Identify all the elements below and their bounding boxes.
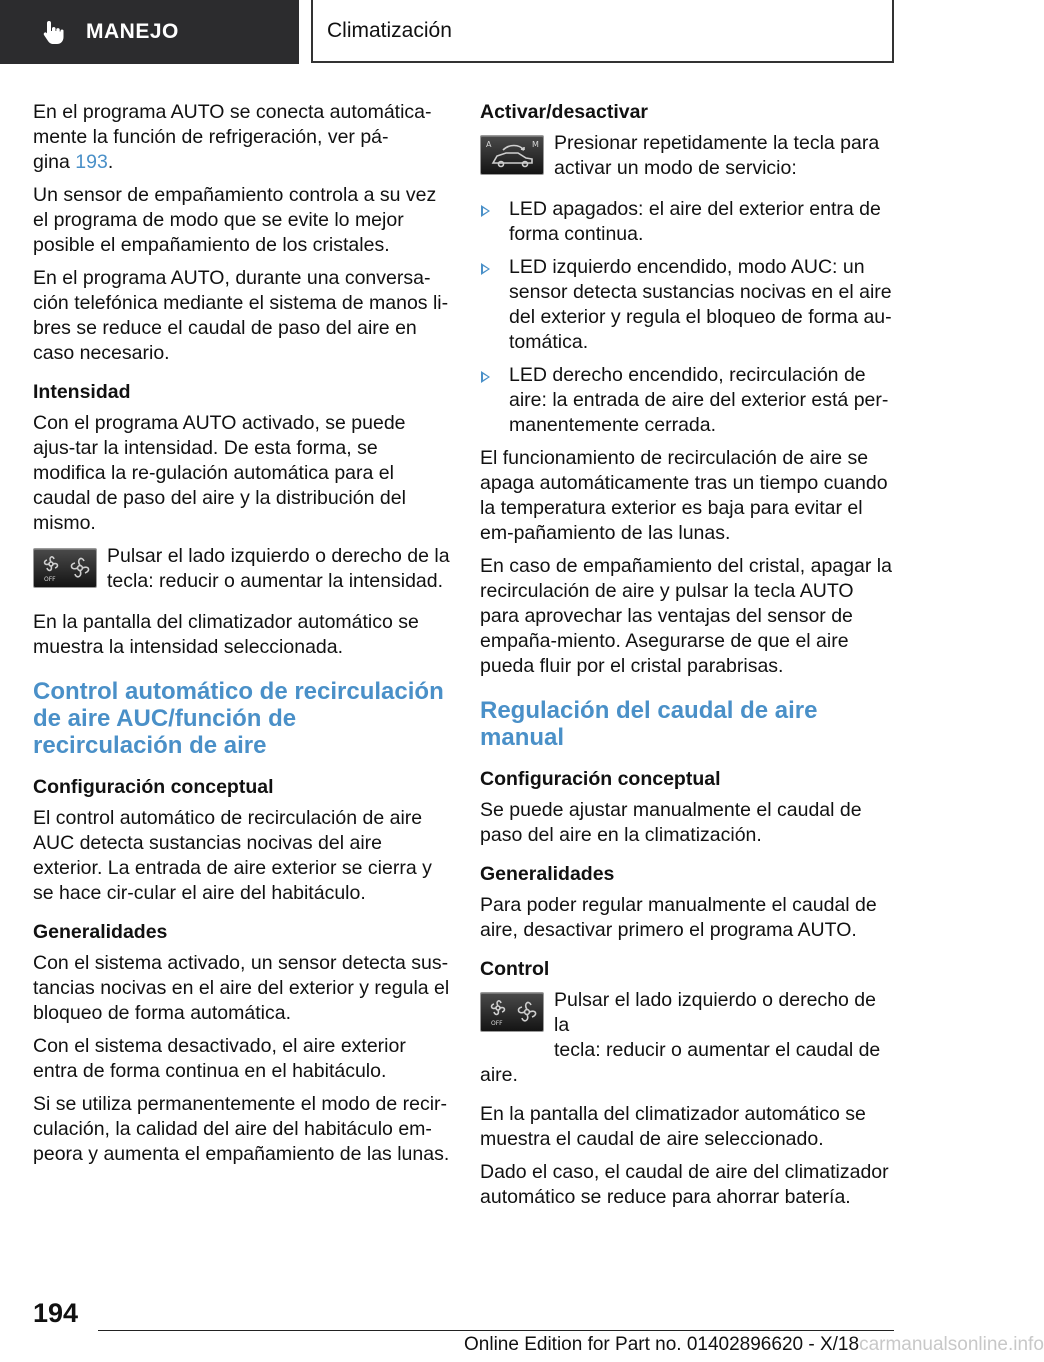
section-title: MANEJO xyxy=(86,20,179,43)
list-item: LED derecho encendido, recirculación de aire: la entrada de aire del exterior está per-manentemente cerrada. xyxy=(480,363,894,438)
svg-text:OFF: OFF xyxy=(491,1020,503,1027)
paragraph: En el programa AUTO se conecta automática- mente la función de refrigeración, ver pá- gina 193. xyxy=(33,101,432,173)
subheading-config: Configuración conceptual xyxy=(33,776,274,798)
paragraph: Con el sistema activado, un sensor detecta sus-tancias nocivas en el aire del exterior y regula el bloqueo de forma automática. xyxy=(33,952,450,1024)
icon-instruction: OFF Pulsar el lado izquierdo o derecho de la tecla: reducir o aumentar el caudal de aire. xyxy=(480,989,881,1086)
subheading-activar: Activar/desactivar xyxy=(480,101,649,123)
paragraph: Para poder regular manualmente el caudal de aire, desactivar primero el programa AUTO. xyxy=(480,894,877,941)
edition-footer: Online Edition for Part no. 01402896620 - X/18carmanualsonline.info xyxy=(464,1334,1044,1355)
subheading-intensidad: Intensidad xyxy=(33,381,131,403)
paragraph: En la pantalla del climatizador automático se muestra el caudal de aire seleccionado. xyxy=(480,1103,866,1150)
svg-text:A: A xyxy=(486,140,492,149)
section-tab xyxy=(0,0,299,64)
paragraph: El control automático de recirculación de aire AUC detecta sustancias nocivas del aire exterior. La entrada de aire exterior se cierra y se hace cir-cular el aire del habitáculo. xyxy=(33,807,432,904)
bullet-list xyxy=(480,197,894,438)
fan-key-icon xyxy=(480,992,544,1032)
page-link[interactable]: 193 xyxy=(75,151,108,173)
triangle-bullet-icon xyxy=(481,371,490,383)
paragraph: Dado el caso, el caudal de aire del climatizador automático se reduce para ahorrar batería. xyxy=(480,1161,889,1208)
left-column xyxy=(33,100,451,1175)
footer-divider xyxy=(98,1330,894,1331)
svg-text:M: M xyxy=(532,140,539,149)
paragraph: En caso de empañamiento del cristal, apagar la recirculación de aire y pulsar la tecla AUTO para aprovechar las ventajas del sensor de empaña-miento. Asegurarse de que el aire pueda fluir por el cristal parabrisas. xyxy=(480,555,892,677)
list-item: LED izquierdo encendido, modo AUC: un sensor detecta sustancias nocivas en el aire del exterior y regula el bloqueo de forma au-tomática. xyxy=(480,255,894,355)
chapter-tab xyxy=(311,0,894,63)
paragraph: Se puede ajustar manualmente el caudal de paso del aire en la climatización. xyxy=(480,799,862,846)
section-heading-auc: Control automático de recirculación de aire AUC/función de recirculación de aire xyxy=(33,678,444,759)
recirculation-key-icon xyxy=(480,135,544,175)
triangle-bullet-icon xyxy=(481,205,490,217)
list-item: LED apagados: el aire del exterior entra de forma continua. xyxy=(480,197,894,247)
paragraph: Con el sistema desactivado, el aire exterior entra de forma continua en el habitáculo. xyxy=(33,1035,406,1082)
paragraph: Si se utiliza permanentemente el modo de recir-culación, la calidad del aire del habitáculo em-peora y aumenta el empañamiento de las lunas. xyxy=(33,1093,450,1165)
triangle-bullet-icon xyxy=(481,263,490,275)
svg-text:OFF: OFF xyxy=(44,576,56,583)
paragraph: En la pantalla del climatizador automático se muestra la intensidad seleccionada. xyxy=(33,611,419,658)
subheading-general: Generalidades xyxy=(480,863,615,885)
fan-key-icon xyxy=(33,548,97,588)
icon-instruction: OFF Pulsar el lado izquierdo o derecho de la tecla: reducir o aumentar la intensidad. xyxy=(33,544,451,596)
subheading-control: Control xyxy=(480,958,550,980)
right-column xyxy=(480,100,894,1218)
icon-instruction: A M Presionar repetidamente la tecla para activar un modo de servicio: xyxy=(480,131,894,183)
paragraph: Con el programa AUTO activado, se puede ajus-tar la intensidad. De esta forma, se modifica la re-gulación automática para el caudal de paso del aire y la distribución del mismo. xyxy=(33,412,406,534)
paragraph: El funcionamiento de recirculación de aire se apaga automáticamente tras un tiempo cuando la temperatura exterior es baja para evitar el em-pañamiento de las lunas. xyxy=(480,447,888,544)
watermark: carmanualsonline.info xyxy=(859,1334,1044,1355)
chapter-title: Climatización xyxy=(327,18,452,42)
subheading-general: Generalidades xyxy=(33,921,168,943)
paragraph: En el programa AUTO, durante una conversa-ción telefónica mediante el sistema de manos li-bres se reduce el caudal de paso del aire en caso necesario. xyxy=(33,267,449,364)
subheading-config: Configuración conceptual xyxy=(480,768,721,790)
page-number: 194 xyxy=(33,1298,79,1328)
paragraph: Un sensor de empañamiento controla a su vez el programa de modo que se evite lo mejor posible el empañamiento de los cristales. xyxy=(33,184,437,256)
section-heading-caudal: Regulación del caudal de aire manual xyxy=(480,697,818,751)
page-header xyxy=(0,0,960,66)
hand-pointer-icon xyxy=(40,18,68,46)
